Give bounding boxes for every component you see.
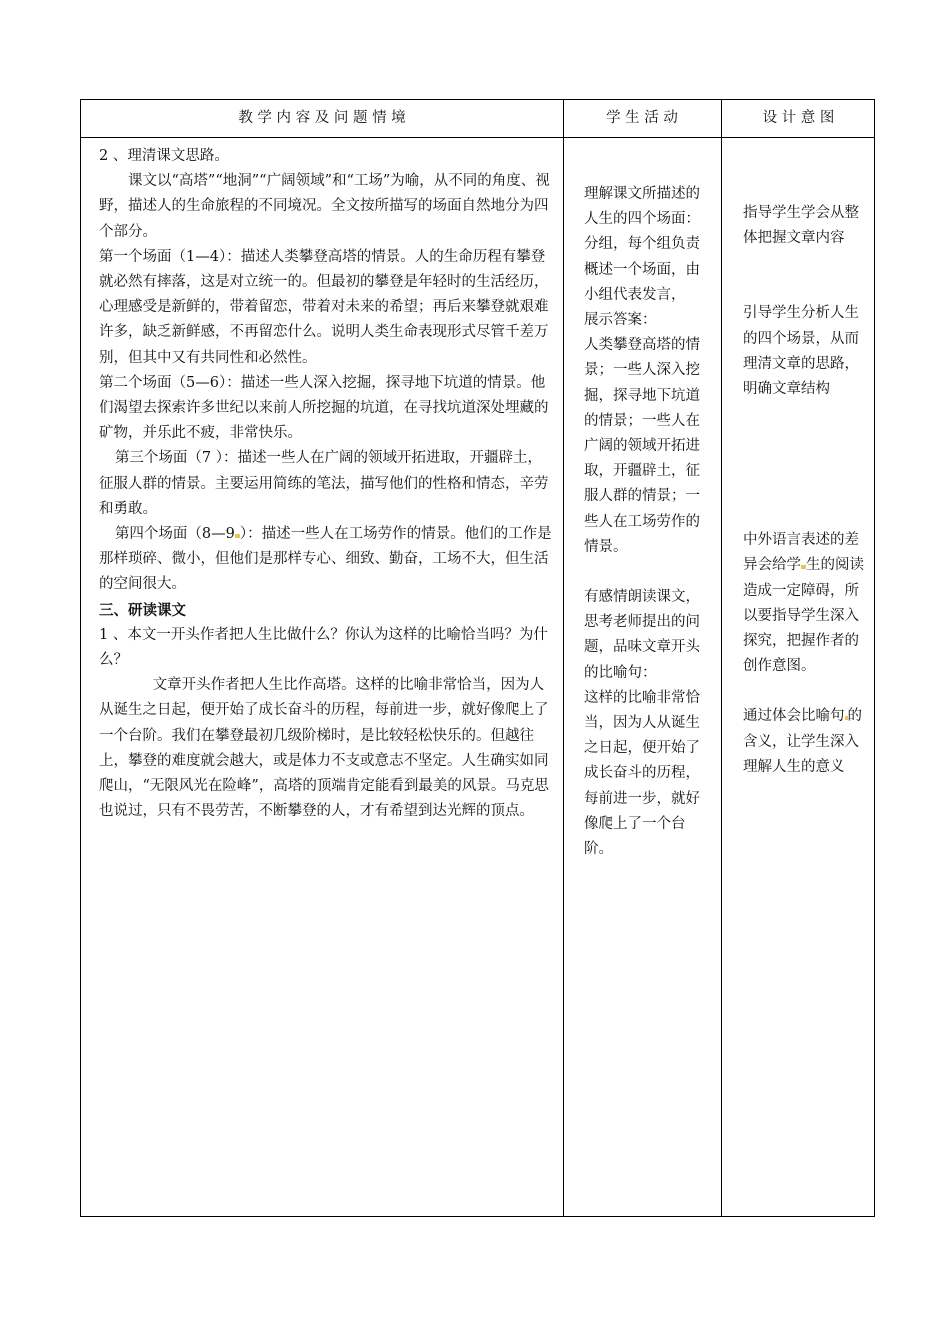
question-1: 1 、本文一开头作者把人生比做什么？你认为这样的比喻恰当吗？为什么？	[99, 626, 548, 669]
intent-language-difference	[743, 528, 868, 679]
activity-answer: 人类攀登高塔的情景；一些人深入挖掘，探寻地下坑道的情景；一些人在广阔的领域开拓进取，开疆辟土，征服人群的情景；一些人在工场劳作的情景。	[584, 337, 700, 555]
intent-language-start: 中外语言表述的差异会给学	[743, 532, 859, 574]
column-divider-2	[721, 100, 722, 1216]
section-heading-reading: 三、研读课文	[99, 601, 186, 619]
intent-metaphor-start: 通过体会比喻句	[743, 708, 845, 725]
header-student-activity: 学 生 活 动	[606, 110, 678, 126]
teaching-content-column	[99, 144, 554, 824]
activity-metaphor-answer: 这样的比喻非常恰当，因为人从诞生之日起，便开始了成长奋斗的历程，每前进一步，就好像爬上了一个台阶。	[584, 689, 700, 858]
activity-read-aloud: 有感情朗读课文，思考老师提出的问题，品味文章开头的比喻句：	[584, 589, 700, 681]
intent-analyze-scenes: 引导学生分析人生的四个场景，从而理清文章的思路，明确文章结构	[743, 305, 859, 398]
student-activity-column	[584, 182, 714, 862]
activity-show-answer: 展示答案：	[584, 312, 657, 329]
scene-4-rest: ）：描述一些人在工场劳作的情景。他们的工作是那样琐碎、微小，但他们是那样专心、细致、勤奋，工场不大，但生活的空间很大。	[99, 526, 552, 593]
paragraph-scene-4	[99, 522, 554, 598]
column-divider-1	[563, 100, 564, 1216]
answer-1: 文章开头作者把人生比作高塔。这样的比喻非常恰当，因为人从诞生之日起，便开始了成长奋斗的历程，每前进一步，就好像爬上了一个台阶。我们在攀登最初几级阶梯时，是比较轻松快乐的。但越往上，攀登的难度就会越大，或是体力不支或意志不坚定。人生确实如同爬山，“无限风光在险峰”，高塔的顶端肯定能看到最美的风景。马克思也说过，只有不畏劳苦，不断攀登的人，才有希望到达光辉的顶点。	[99, 677, 549, 820]
section-heading-outline: 2 、理清课文思路。	[99, 148, 229, 164]
scene-4-start: 第四个场面（8—9	[114, 526, 235, 543]
lesson-plan-table	[80, 99, 875, 1217]
header-design-intent: 设 计 意 图	[762, 110, 835, 126]
intent-language-rest: 生的阅读造成一定障碍，所以要指导学生深入探究，把握作者的创作意图。	[743, 557, 864, 675]
intent-metaphor	[743, 704, 868, 780]
paragraph-overview: 课文以“高塔”“地洞”“广阔领域”和“工场”为喻，从不同的角度、视野，描述人的生命旅程的不同境况。全文按所描写的场面自然地分为四个部分。	[99, 173, 550, 240]
intent-overall: 指导学生学会从整体把握文章内容	[743, 205, 859, 247]
header-divider	[81, 137, 874, 138]
intent-metaphor-rest: 的含义，让学生深入理解人生的意义	[743, 708, 862, 775]
activity-group: 分组，每个组负责概述一个场面，由小组代表发言，	[584, 236, 700, 303]
paragraph-scene-1: 第一个场面（1—4）：描述人类攀登高塔的情景。人的生命历程有攀登就必然有摔落，这是对立统一的。但最初的攀登是年轻时的生活经历，心理感受是新鲜的，带着留恋，带着对未来的希望；再后来攀登就艰难许多，缺乏新鲜感，不再留恋什么。说明人类生命表现形式尽管千差万别，但其中又有共同性和必然性。	[99, 248, 549, 366]
activity-understand: 理解课文所描述的人生的四个场面：	[584, 186, 700, 228]
paragraph-scene-3: 第三个场面（7 ）：描述一些人在广阔的领域开拓进取，开疆辟土，征服人群的情景。主要运用简练的笔法，描写他们的性格和情态，辛劳和勇敢。	[99, 450, 549, 517]
design-intent-column	[743, 144, 868, 780]
paragraph-scene-2: 第二个场面（5—6）：描述一些人深入挖掘，探寻地下坑道的情景。他们渴望去探索许多世纪以来前人所挖掘的坑道，在寻找坑道深处埋藏的矿物，并乐此不疲，非常快乐。	[99, 374, 549, 442]
header-teaching-content: 教 学 内 容 及 问 题 情 境	[238, 110, 406, 126]
